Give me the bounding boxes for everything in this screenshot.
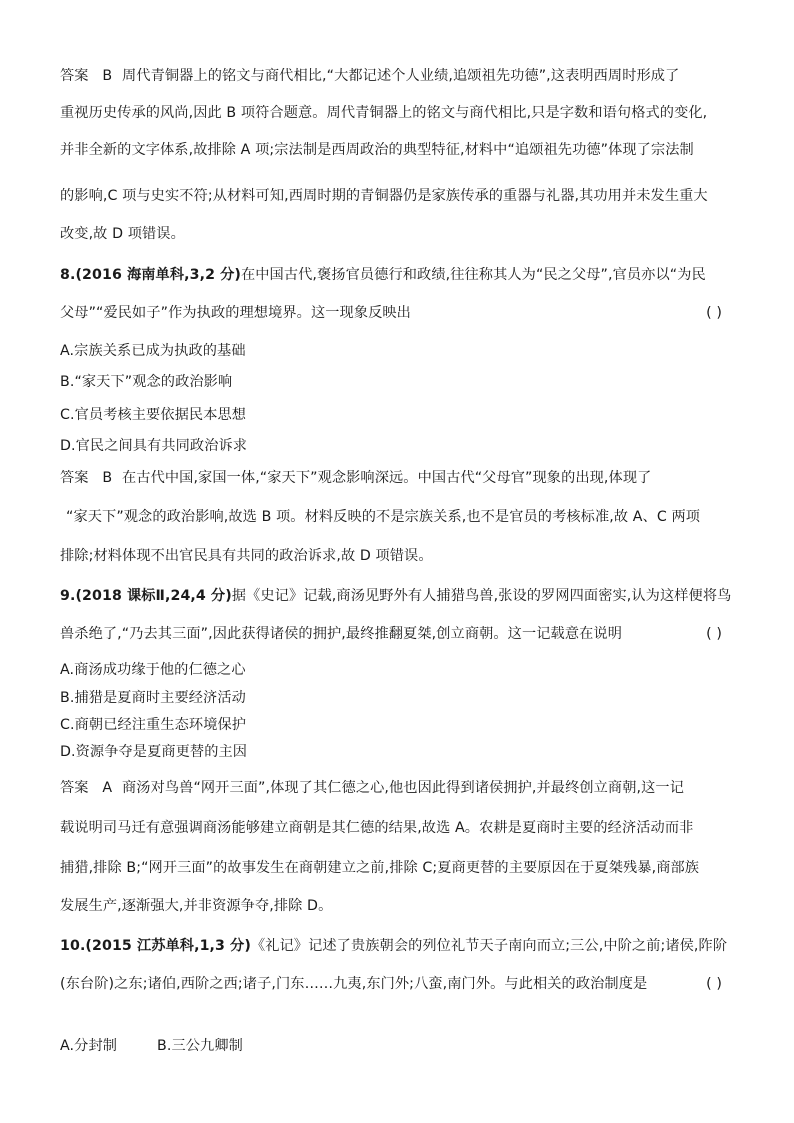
answer-q7-line-1: 答案 B 周代青铜器上的铭文与商代相比,“大都记述个人业绩,追颂祖先功德”,这表明西周时形成了 — [60, 68, 680, 84]
option-q10-a: A.分封制 — [60, 1038, 118, 1054]
answer-blank: ( ) — [706, 626, 722, 642]
answer-q9-line-2: 载说明司马迁有意强调商汤能够建立商朝是其仁德的结果,故选 A。农耕是夏商时主要的经济活动而非 — [60, 820, 694, 836]
answer-label: 答案 A — [60, 780, 113, 796]
answer-q7-line-5: 改变,故 D 项错误。 — [60, 226, 185, 242]
question-source: 9.(2018 课标Ⅱ,24,4 分) — [60, 588, 232, 604]
option-q10-b: B.三公九卿制 — [157, 1038, 243, 1054]
option-q8-c: C.官员考核主要依据民本思想 — [60, 407, 247, 423]
answer-q8-line-1: 答案 B 在古代中国,家国一体,“家天下”观念影响深远。中国古代“父母官”现象的出现,体现了 — [60, 470, 652, 486]
option-q9-d: D.资源争夺是夏商更替的主因 — [60, 744, 248, 760]
option-q9-b: B.捕猎是夏商时主要经济活动 — [60, 690, 246, 706]
option-q9-c: C.商朝已经注重生态环境保护 — [60, 717, 247, 733]
answer-q7-line-2: 重视历史传承的风尚,因此 B 项符合题意。周代青铜器上的铭文与商代相比,只是字数和语句格式的变化, — [60, 105, 708, 121]
question-q9-line-2: 兽杀绝了,“乃去其三面”,因此获得诸侯的拥护,最终推翻夏桀,创立商朝。这一记载意在说明 ( ) — [60, 626, 722, 642]
answer-q9-line-1: 答案 A 商汤对鸟兽“网开三面”,体现了其仁德之心,他也因此得到诸侯拥护,并最终创立商朝,这一记 — [60, 780, 684, 796]
question-q10-line-1: 10.(2015 江苏单科,1,3 分)《礼记》记述了贵族朝会的列位礼节天子南向而立;三公,中阶之前;诸侯,阼阶 — [60, 938, 728, 954]
question-source: 10.(2015 江苏单科,1,3 分) — [60, 938, 251, 954]
answer-label: 答案 B — [60, 68, 113, 84]
answer-q9-line-3: 捕猎,排除 B;“网开三面”的故事发生在商朝建立之前,排除 C;夏商更替的主要原因在于夏桀残暴,商部族 — [60, 860, 700, 876]
question-source: 8.(2016 海南单科,3,2 分) — [60, 267, 241, 283]
option-q9-a: A.商汤成功缘于他的仁德之心 — [60, 662, 246, 678]
question-q8-line-2: 父母”“爱民如子”作为执政的理想境界。这一现象反映出 ( ) — [60, 305, 722, 321]
option-q8-a: A.宗族关系已成为执政的基础 — [60, 343, 246, 359]
question-q10-line-2: (东台阶)之东;诸伯,西阶之西;诸子,门东……九夷,东门外;八蛮,南门外。与此相关的政治制度是 ( ) — [60, 976, 722, 992]
answer-blank: ( ) — [706, 976, 722, 992]
options-q10-row — [60, 1037, 722, 1055]
question-q9-line-1: 9.(2018 课标Ⅱ,24,4 分)据《史记》记载,商汤见野外有人捕猎鸟兽,张设的罗网四面密实,认为这样便将鸟 — [60, 588, 732, 604]
option-q8-b: B.“家天下”观念的政治影响 — [60, 374, 233, 390]
answer-q9-line-4: 发展生产,逐渐强大,并非资源争夺,排除 D。 — [60, 898, 333, 914]
answer-q8-line-3: 排除;材料体现不出官民具有共同的政治诉求,故 D 项错误。 — [60, 548, 433, 564]
answer-q7-line-3: 并非全新的文字体系,故排除 A 项;宗法制是西周政治的典型特征,材料中“追颂祖先功德”体现了宗法制 — [60, 142, 694, 158]
answer-label: 答案 B — [60, 470, 113, 486]
answer-q8-line-2: “家天下”观念的政治影响,故选 B 项。材料反映的不是宗族关系,也不是官员的考核标准,故 A、C 两项 — [66, 509, 701, 525]
question-q8-line-1: 8.(2016 海南单科,3,2 分)在中国古代,褒扬官员德行和政绩,往往称其人为“民之父母”,官员亦以“为民 — [60, 267, 706, 283]
option-q8-d: D.官民之间具有共同政治诉求 — [60, 438, 248, 454]
answer-q7-line-4: 的影响,C 项与史实不符;从材料可知,西周时期的青铜器仍是家族传承的重器与礼器,其功用并未发生重大 — [60, 188, 708, 204]
answer-blank: ( ) — [706, 305, 722, 321]
